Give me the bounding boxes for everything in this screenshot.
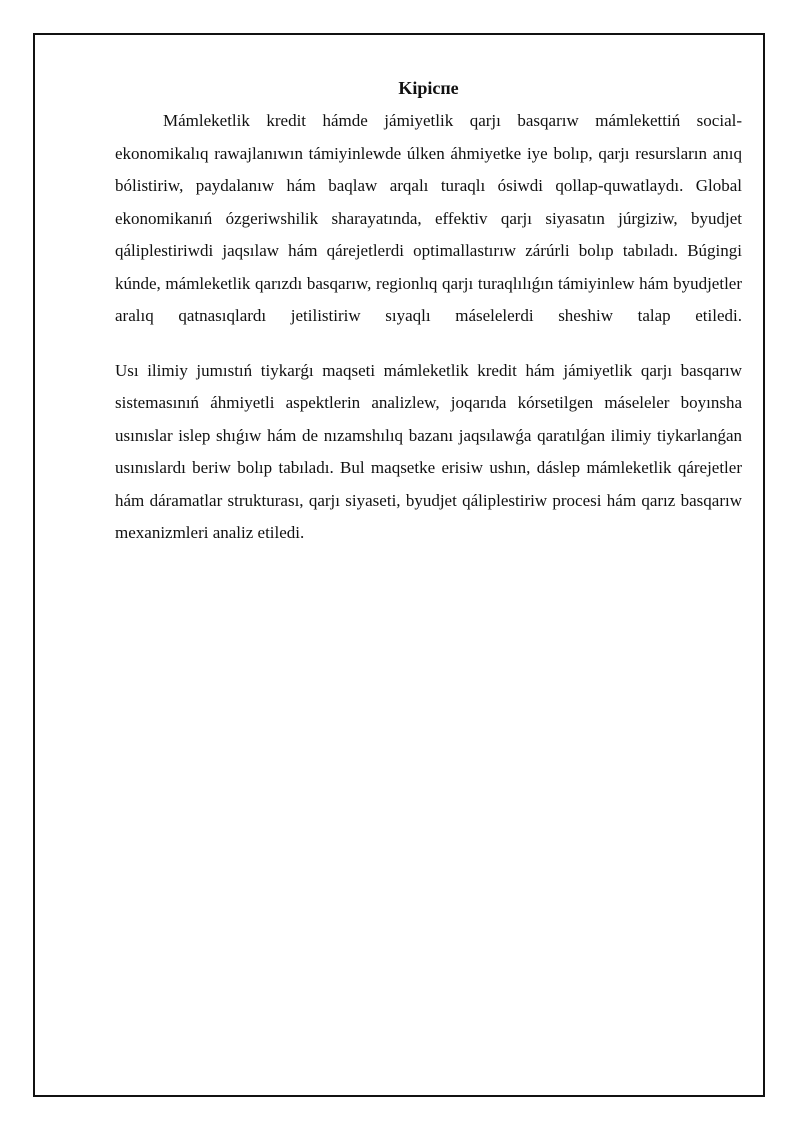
- document-body: [115, 74, 742, 550]
- paragraph-1: Mámleketlik kredit hámde jámiyetlik qarjı basqarıw mámlekettiń social-ekonomikalıq rawajlanıwın támiyinlewde úlken áhmiyetke iye bolıp, qarjı resursların anıq bólistiriw, paydalanıw hám baqlaw arqalı turaqlı ósiwdi qollap-quwatlaydı. Global ekonomikanıń ózgeriwshilik sharayatında, effektiv qarjı siyasatın júrgiziw, byudjet qáliplestiriwdi jaqsılaw hám qárejetlerdi optimallastırıw zárúrli bolıp tabıladı. Búgingi kúnde, mámleketlik qarızdı basqarıw, regionlıq qarjı turaqlılıǵın támiyinlew hám byudjetler aralıq qatnasıqlardı jetilistiriw sıyaqlı máselelerdi sheshiw talap etiledi.: [115, 111, 742, 325]
- document-title: Kipicпe: [398, 78, 459, 98]
- paragraph-2: Usı ilimiy jumıstıń tiykarǵı maqseti mámleketlik kredit hám jámiyetlik qarjı basqarıw sistemasınıń áhmiyetli aspektlerin analizlew, joqarıda kórsetilgen máseleler boyınsha usınıslar islep shıǵıw hám de nızamshılıq bazanı jaqsılawǵa qaratılǵan ilimiy tiykarlanǵan usınıslardı beriw bolıp tabıladı. Bul maqsetke erisiw ushın, dáslep mámleketlik qárejetler hám dáramatlar strukturası, qarjı siyaseti, byudjet qáliplestiriw procesi hám qarız basqarıw mexanizmleri analiz etiledi.: [115, 360, 742, 542]
